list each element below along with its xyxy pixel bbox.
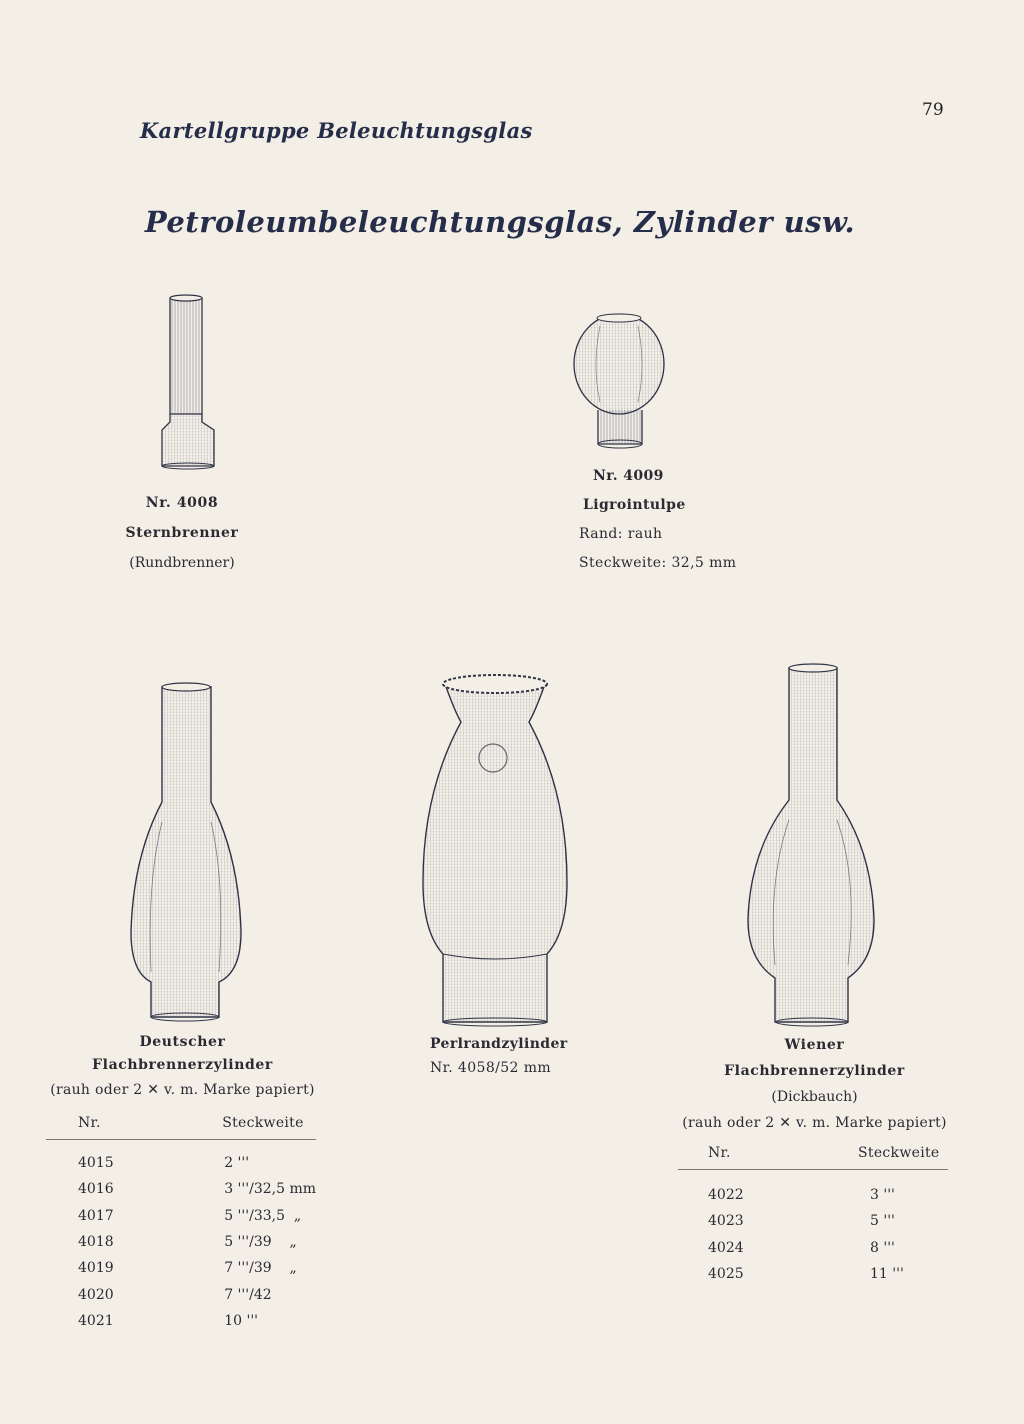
cell-nr: 4020	[78, 1286, 114, 1303]
item-name-line1: Wiener	[784, 1037, 845, 1053]
item-fit: Steckweite: 32,5 mm	[579, 555, 737, 571]
cell-steckweite: 7 '''/39 „	[224, 1260, 297, 1277]
cell-steckweite: 8 '''	[870, 1239, 895, 1256]
column-header-steckweite: Steckweite	[858, 1145, 940, 1161]
column-header-nr: Nr.	[708, 1145, 731, 1161]
tulip-4009-illustration	[570, 306, 670, 456]
cell-nr: 4025	[708, 1266, 744, 1283]
wiener-cylinder-illustration	[740, 660, 890, 1030]
wiener-spec-table	[678, 1145, 948, 1287]
perlrand-cylinder-illustration	[415, 672, 575, 1032]
item-note: (rauh oder 2 ✕ v. m. Marke papiert)	[682, 1115, 947, 1131]
table-row	[678, 1208, 948, 1234]
cell-nr: 4022	[708, 1187, 744, 1204]
cell-steckweite: 10 '''	[224, 1312, 259, 1329]
cell-steckweite: 11 '''	[870, 1266, 904, 1283]
deutscher-caption	[40, 1031, 325, 1104]
group-title: Kartellgruppe Beleuchtungsglas	[140, 118, 533, 143]
item-name: Perlrandzylinder	[430, 1036, 568, 1052]
table-row	[678, 1261, 948, 1287]
cell-nr: 4021	[78, 1312, 114, 1329]
cell-steckweite: 3 '''/32,5 mm	[224, 1181, 316, 1198]
cell-nr: 4019	[78, 1260, 114, 1277]
page-number: 79	[922, 100, 944, 120]
item-name-line2: Flachbrennerzylinder	[92, 1057, 273, 1073]
table-row	[46, 1255, 316, 1281]
item-name: Ligrointulpe	[583, 497, 686, 513]
cell-nr: 4024	[708, 1239, 744, 1256]
table-row	[46, 1203, 316, 1229]
column-header-steckweite: Steckweite	[222, 1115, 304, 1131]
item-note: (Rundbrenner)	[129, 555, 235, 571]
item-number: Nr. 4009	[593, 468, 664, 484]
item-4008-caption	[92, 488, 272, 578]
item-name-line2: Flachbrennerzylinder	[724, 1063, 905, 1079]
table-row	[678, 1235, 948, 1261]
cell-nr: 4018	[78, 1234, 114, 1251]
cell-steckweite: 7 '''/42	[224, 1286, 272, 1303]
item-number: Nr. 4058/52 mm	[430, 1060, 552, 1076]
table-row	[46, 1281, 316, 1307]
table-row	[46, 1176, 316, 1202]
page-title: Petroleumbeleuchtungsglas, Zylinder usw.	[144, 205, 856, 239]
item-subtitle: (Dickbauch)	[771, 1089, 858, 1105]
cylinder-4008-illustration	[150, 290, 230, 475]
column-header-nr: Nr.	[78, 1115, 101, 1131]
deutscher-spec-table	[46, 1115, 316, 1334]
table-row	[46, 1150, 316, 1176]
table-header-row	[46, 1115, 316, 1140]
cell-nr: 4016	[78, 1181, 114, 1198]
table-row	[46, 1229, 316, 1255]
perlrand-caption	[430, 1032, 630, 1080]
cell-steckweite: 5 '''/39 „	[224, 1234, 297, 1251]
cell-steckweite: 3 '''	[870, 1187, 895, 1204]
item-name-line1: Deutscher	[139, 1034, 226, 1050]
table-row	[678, 1182, 948, 1208]
item-note: (rauh oder 2 ✕ v. m. Marke papiert)	[50, 1082, 315, 1098]
item-4009-caption	[579, 462, 819, 578]
item-number: Nr. 4008	[145, 495, 219, 511]
cell-steckweite: 5 '''/33,5 „	[224, 1207, 302, 1224]
item-name: Sternbrenner	[125, 525, 239, 541]
cell-steckweite: 5 '''	[870, 1213, 895, 1230]
cell-nr: 4015	[78, 1155, 114, 1172]
wiener-caption	[672, 1032, 957, 1136]
cell-nr: 4017	[78, 1207, 114, 1224]
table-row	[46, 1308, 316, 1334]
table-header-row	[678, 1145, 948, 1170]
cell-nr: 4023	[708, 1213, 744, 1230]
cell-steckweite: 2 '''	[224, 1155, 250, 1172]
item-rim: Rand: rauh	[579, 526, 663, 542]
deutscher-cylinder-illustration	[125, 682, 250, 1027]
